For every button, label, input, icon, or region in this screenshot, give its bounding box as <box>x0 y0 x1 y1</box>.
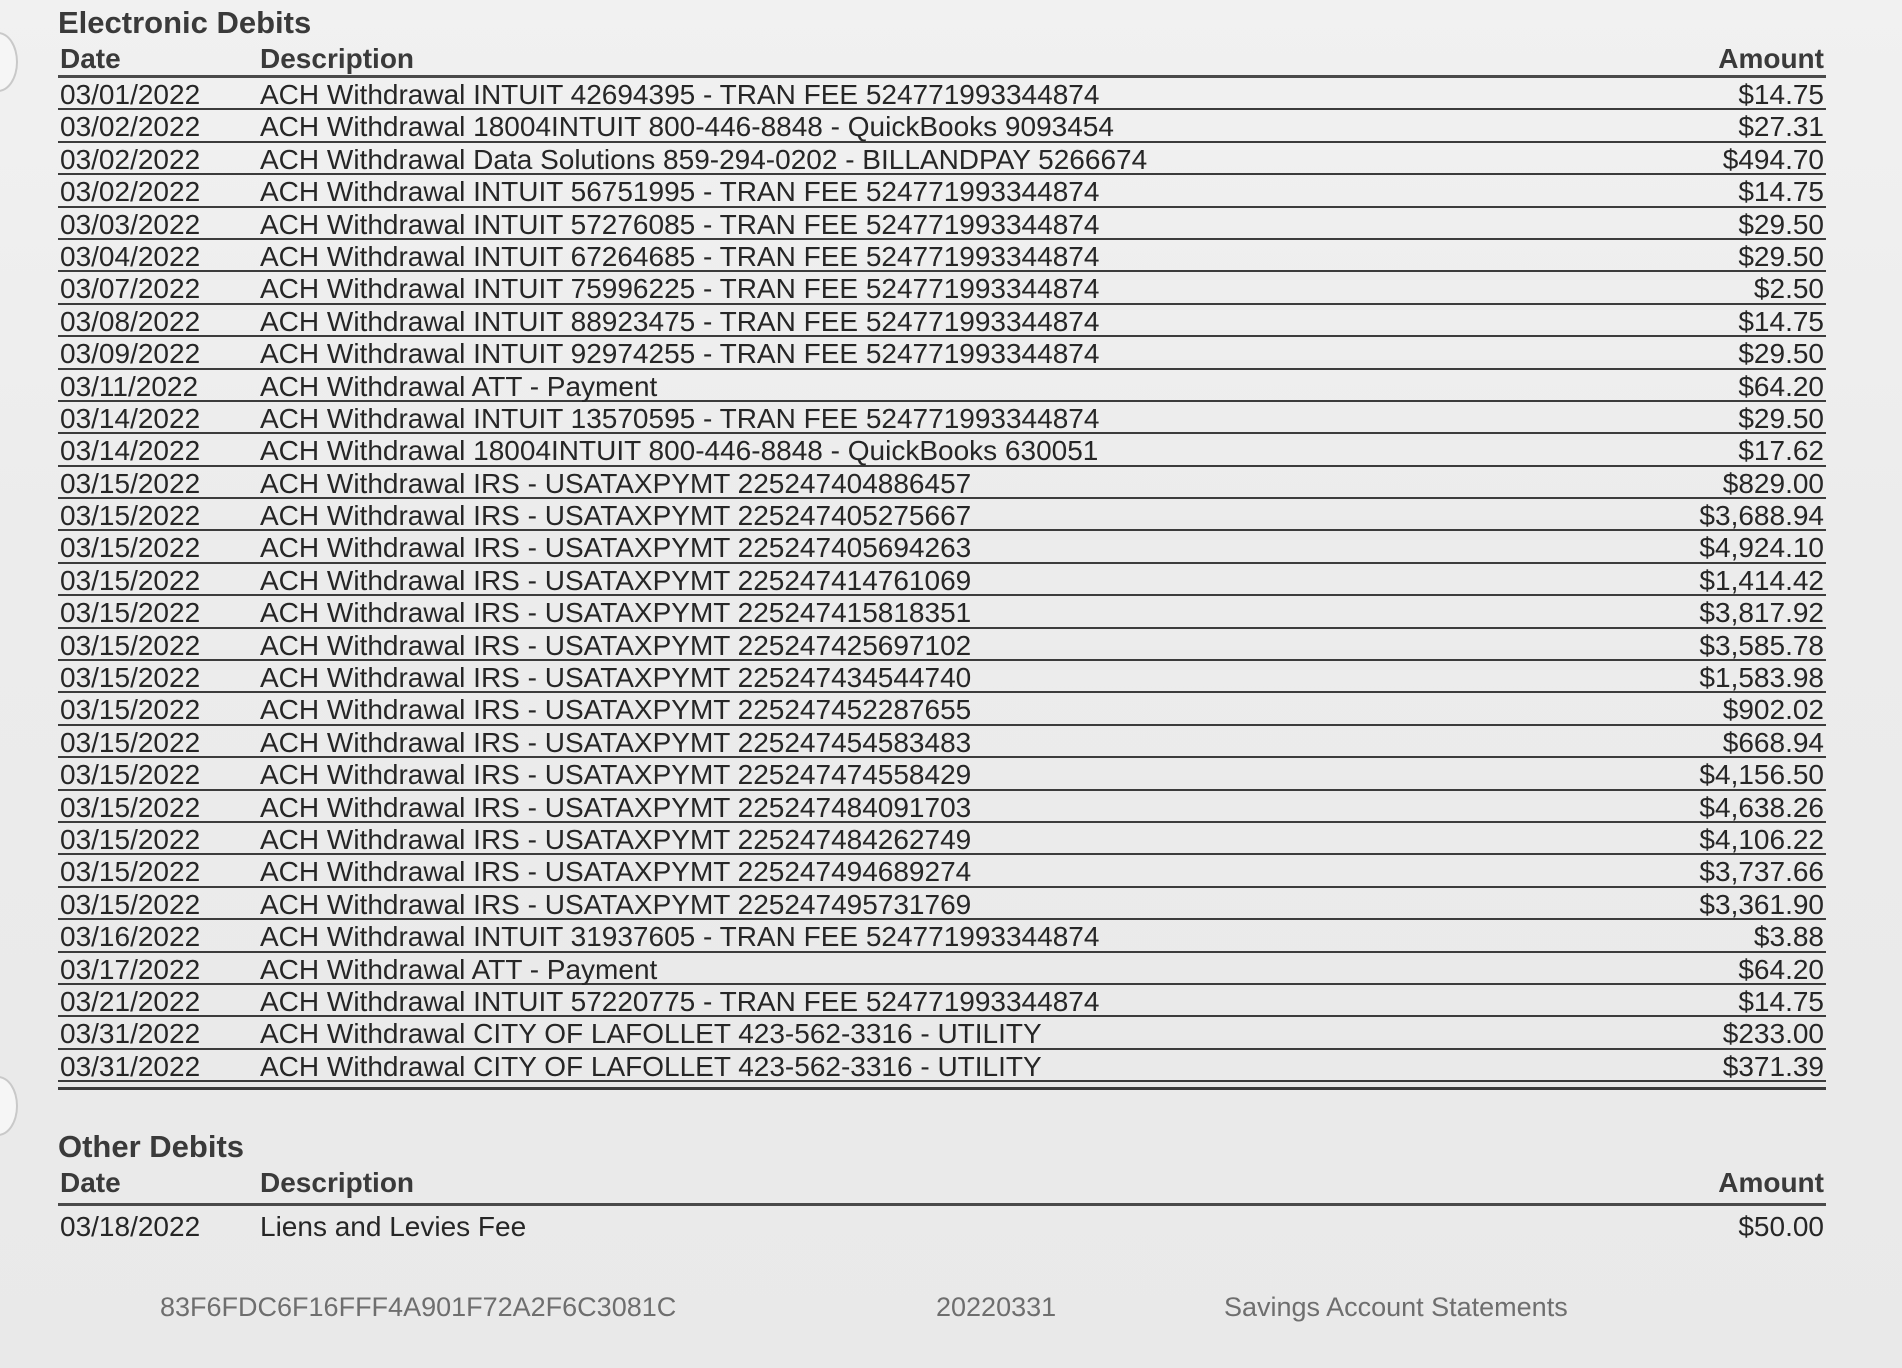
date-header: Date <box>60 1167 121 1198</box>
description-cell: ACH Withdrawal 18004INTUIT 800-446-8848 - QuickBooks 630051 <box>260 435 1099 467</box>
date-cell: 03/15/2022 <box>60 564 201 596</box>
amount-cell: $29.50 <box>1738 208 1824 240</box>
table-header <box>58 40 1826 78</box>
amount-cell: $829.00 <box>1722 467 1824 499</box>
description-cell: ACH Withdrawal ATT - Payment <box>260 370 658 402</box>
description-cell: ACH Withdrawal IRS - USATAXPYMT 225247415818351 <box>260 597 972 629</box>
table-row <box>58 143 1826 175</box>
date-cell: 03/21/2022 <box>60 985 201 1017</box>
table-row <box>58 564 1826 596</box>
description-cell: ACH Withdrawal CITY OF LAFOLLET 423-562-3316 - UTILITY <box>260 1018 1042 1050</box>
date-cell: 03/01/2022 <box>60 79 201 110</box>
binder-hole <box>0 32 18 92</box>
amount-cell: $3,817.92 <box>1699 597 1824 629</box>
description-cell: ACH Withdrawal IRS - USATAXPYMT 225247494689274 <box>260 856 972 888</box>
description-cell: ACH Withdrawal INTUIT 67264685 - TRAN FEE 524771993344874 <box>260 240 1100 272</box>
date-cell: 03/07/2022 <box>60 273 201 305</box>
date-cell: 03/31/2022 <box>60 1050 201 1082</box>
description-cell: ACH Withdrawal INTUIT 57220775 - TRAN FEE 524771993344874 <box>260 985 1100 1017</box>
description-cell: ACH Withdrawal IRS - USATAXPYMT 225247454583483 <box>260 726 972 758</box>
amount-cell: $3.88 <box>1753 921 1824 953</box>
amount-cell: $50.00 <box>1738 1211 1824 1242</box>
table-row <box>58 693 1826 725</box>
description-cell: ACH Withdrawal IRS - USATAXPYMT 225247404886457 <box>260 467 972 499</box>
statement-date: 20220331 <box>936 1292 1057 1322</box>
table-row <box>58 855 1826 887</box>
amount-cell: $14.75 <box>1738 985 1824 1017</box>
description-cell: ACH Withdrawal 18004INTUIT 800-446-8848 - QuickBooks 9093454 <box>260 111 1114 143</box>
table-row <box>58 272 1826 304</box>
description-cell: ACH Withdrawal INTUIT 75996225 - TRAN FEE 524771993344874 <box>260 273 1100 305</box>
amount-cell: $64.20 <box>1738 370 1824 402</box>
date-cell: 03/15/2022 <box>60 532 201 564</box>
description-cell: ACH Withdrawal INTUIT 57276085 - TRAN FEE 524771993344874 <box>260 208 1100 240</box>
table-row <box>58 531 1826 563</box>
amount-cell: $1,583.98 <box>1699 662 1824 694</box>
table-row <box>58 208 1826 240</box>
date-cell: 03/15/2022 <box>60 888 201 920</box>
table-row <box>58 467 1826 499</box>
binder-hole <box>0 1076 18 1136</box>
amount-cell: $3,737.66 <box>1699 856 1824 888</box>
description-cell: ACH Withdrawal INTUIT 13570595 - TRAN FEE 524771993344874 <box>260 402 1100 434</box>
table-row <box>58 240 1826 272</box>
date-cell: 03/14/2022 <box>60 435 201 467</box>
table-row <box>58 953 1826 985</box>
other-debits-section <box>58 1130 1826 1246</box>
description-cell: ACH Withdrawal IRS - USATAXPYMT 225247484091703 <box>260 791 972 823</box>
table-row <box>58 175 1826 207</box>
date-cell: 03/02/2022 <box>60 111 201 143</box>
amount-cell: $3,361.90 <box>1699 888 1824 920</box>
amount-cell: $29.50 <box>1738 402 1824 434</box>
table-row <box>58 78 1826 110</box>
amount-cell: $14.75 <box>1738 176 1824 208</box>
amount-cell: $29.50 <box>1738 240 1824 272</box>
amount-cell: $4,106.22 <box>1699 823 1824 855</box>
date-cell: 03/02/2022 <box>60 176 201 208</box>
amount-cell: $4,156.50 <box>1699 759 1824 791</box>
date-cell: 03/03/2022 <box>60 208 201 240</box>
amount-cell: $3,688.94 <box>1699 500 1824 532</box>
date-cell: 03/15/2022 <box>60 823 201 855</box>
table-row <box>58 888 1826 920</box>
date-cell: 03/11/2022 <box>60 370 199 402</box>
description-cell: ACH Withdrawal INTUIT 42694395 - TRAN FEE 524771993344874 <box>260 79 1100 110</box>
amount-cell: $902.02 <box>1722 694 1824 726</box>
date-cell: 03/15/2022 <box>60 759 201 791</box>
date-cell: 03/15/2022 <box>60 662 201 694</box>
table-row <box>58 434 1826 466</box>
table-row <box>58 402 1826 434</box>
description-cell: Liens and Levies Fee <box>260 1211 527 1242</box>
date-cell: 03/31/2022 <box>60 1018 201 1050</box>
table-row <box>58 1206 1826 1246</box>
amount-cell: $2.50 <box>1753 273 1824 305</box>
section-title: Other Debits <box>58 1129 245 1164</box>
date-cell: 03/15/2022 <box>60 856 201 888</box>
description-cell: ACH Withdrawal INTUIT 56751995 - TRAN FEE 524771993344874 <box>260 176 1100 208</box>
description-cell: ACH Withdrawal INTUIT 31937605 - TRAN FEE 524771993344874 <box>260 921 1100 953</box>
description-cell: ACH Withdrawal IRS - USATAXPYMT 225247405694263 <box>260 532 972 564</box>
table-row <box>58 629 1826 661</box>
date-cell: 03/15/2022 <box>60 629 201 661</box>
date-cell: 03/15/2022 <box>60 694 201 726</box>
amount-cell: $3,585.78 <box>1699 629 1824 661</box>
date-header: Date <box>60 43 121 74</box>
amount-cell: $64.20 <box>1738 953 1824 985</box>
date-cell: 03/02/2022 <box>60 143 201 175</box>
description-cell: ACH Withdrawal INTUIT 92974255 - TRAN FEE 524771993344874 <box>260 338 1100 370</box>
table-row <box>58 920 1826 952</box>
amount-header: Amount <box>1718 1167 1824 1198</box>
table-row <box>58 823 1826 855</box>
date-cell: 03/08/2022 <box>60 305 201 337</box>
section-title: Electronic Debits <box>58 5 312 40</box>
amount-cell: $29.50 <box>1738 338 1824 370</box>
date-cell: 03/15/2022 <box>60 791 201 823</box>
amount-cell: $233.00 <box>1722 1018 1824 1050</box>
amount-cell: $14.75 <box>1738 305 1824 337</box>
description-cell: ACH Withdrawal ATT - Payment <box>260 953 658 985</box>
amount-cell: $4,638.26 <box>1699 791 1824 823</box>
description-cell: ACH Withdrawal INTUIT 88923475 - TRAN FEE 524771993344874 <box>260 305 1100 337</box>
table-row <box>58 758 1826 790</box>
amount-header: Amount <box>1718 43 1824 74</box>
date-cell: 03/17/2022 <box>60 953 201 985</box>
table-row <box>58 726 1826 758</box>
description-cell: ACH Withdrawal IRS - USATAXPYMT 225247425697102 <box>260 629 972 661</box>
table-row <box>58 596 1826 628</box>
date-cell: 03/16/2022 <box>60 921 201 953</box>
table-row <box>58 499 1826 531</box>
table-row <box>58 370 1826 402</box>
date-cell: 03/04/2022 <box>60 240 201 272</box>
table-row <box>58 985 1826 1017</box>
description-cell: ACH Withdrawal IRS - USATAXPYMT 225247434544740 <box>260 662 972 694</box>
description-cell: ACH Withdrawal IRS - USATAXPYMT 225247452287655 <box>260 694 972 726</box>
amount-cell: $17.62 <box>1738 435 1824 467</box>
amount-cell: $371.39 <box>1722 1050 1824 1082</box>
electronic-debits-section <box>58 6 1826 1090</box>
description-cell: ACH Withdrawal IRS - USATAXPYMT 225247405275667 <box>260 500 972 532</box>
description-header: Description <box>260 1167 415 1198</box>
table-header <box>58 1164 1826 1206</box>
date-cell: 03/14/2022 <box>60 402 201 434</box>
table-row <box>58 337 1826 369</box>
description-cell: ACH Withdrawal IRS - USATAXPYMT 225247414761069 <box>260 564 972 596</box>
description-header: Description <box>260 43 415 74</box>
amount-cell: $668.94 <box>1722 726 1824 758</box>
other-debits-rows <box>58 1206 1826 1246</box>
date-cell: 03/15/2022 <box>60 467 201 499</box>
table-row <box>58 791 1826 823</box>
date-cell: 03/15/2022 <box>60 500 201 532</box>
date-cell: 03/15/2022 <box>60 597 201 629</box>
electronic-debits-rows <box>58 78 1826 1090</box>
statement-title: Savings Account Statements <box>1224 1292 1568 1322</box>
table-row <box>58 1050 1826 1082</box>
description-cell: ACH Withdrawal Data Solutions 859-294-0202 - BILLANDPAY 5266674 <box>260 143 1148 175</box>
date-cell: 03/18/2022 <box>60 1211 201 1242</box>
document-id: 83F6FDC6F16FFF4A901F72A2F6C3081C <box>160 1292 677 1322</box>
description-cell: ACH Withdrawal IRS - USATAXPYMT 225247474558429 <box>260 759 972 791</box>
table-row <box>58 1017 1826 1049</box>
amount-cell: $14.75 <box>1738 79 1824 110</box>
table-row <box>58 305 1826 337</box>
date-cell: 03/09/2022 <box>60 338 201 370</box>
description-cell: ACH Withdrawal CITY OF LAFOLLET 423-562-3316 - UTILITY <box>260 1050 1042 1082</box>
amount-cell: $27.31 <box>1738 111 1824 143</box>
amount-cell: $1,414.42 <box>1699 564 1824 596</box>
table-row <box>58 661 1826 693</box>
description-cell: ACH Withdrawal IRS - USATAXPYMT 225247495731769 <box>260 888 972 920</box>
date-cell: 03/15/2022 <box>60 726 201 758</box>
description-cell: ACH Withdrawal IRS - USATAXPYMT 225247484262749 <box>260 823 972 855</box>
amount-cell: $4,924.10 <box>1699 532 1824 564</box>
amount-cell: $494.70 <box>1722 143 1824 175</box>
table-row <box>58 110 1826 142</box>
